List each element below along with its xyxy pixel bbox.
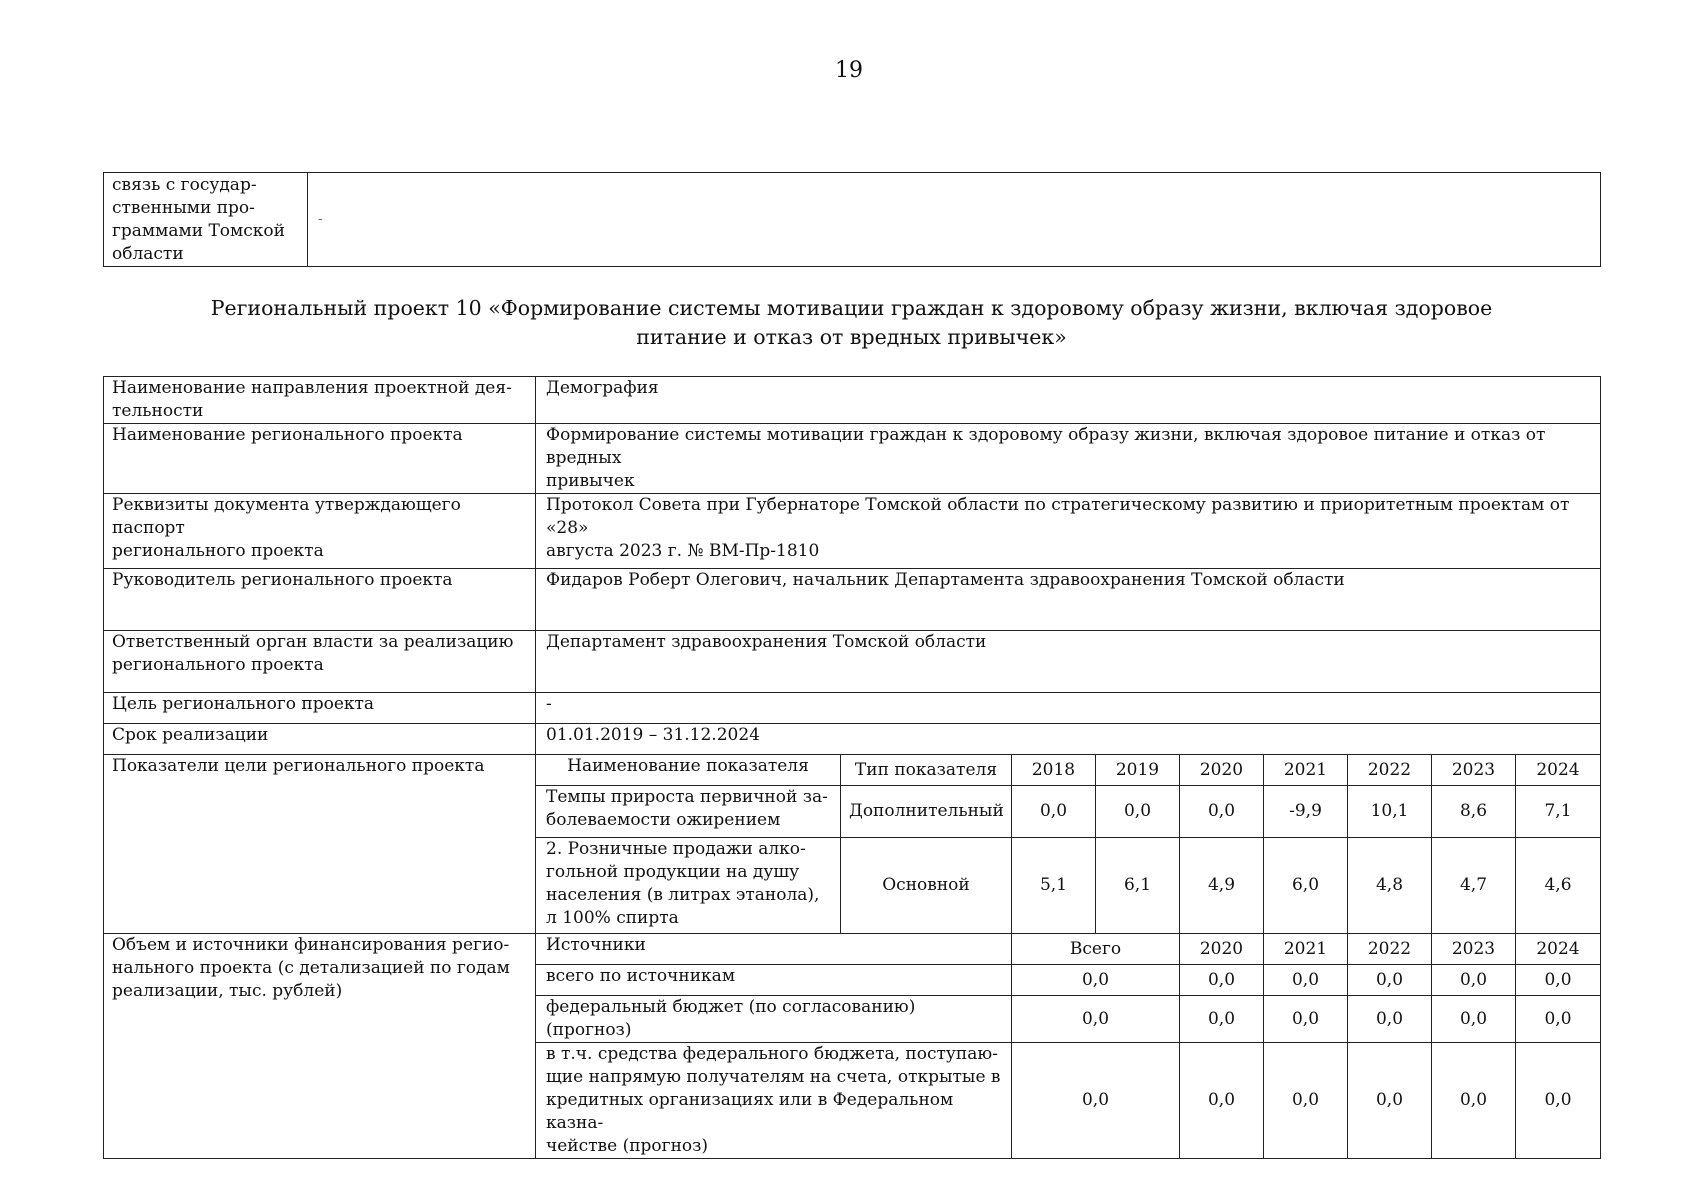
state-programs-link-label <box>104 173 308 267</box>
indicator-name-line: болеваемости ожирением <box>546 810 781 830</box>
indicator-value: -9,9 <box>1264 786 1348 838</box>
indicator-value: 7,1 <box>1516 786 1601 838</box>
financing-value: 0,0 <box>1516 996 1601 1043</box>
financing-header-year: 2021 <box>1264 934 1348 965</box>
state-programs-link-table <box>103 172 1601 267</box>
financing-value: 0,0 <box>1432 1043 1516 1159</box>
label-line: реализации, тыс. рублей) <box>112 981 343 1001</box>
value-line: привычек <box>546 471 635 491</box>
financing-value-total: 0,0 <box>1012 965 1180 996</box>
label-line: регионального проекта <box>112 541 324 561</box>
label-line: ственными про- <box>112 198 255 218</box>
indicator-value: 0,0 <box>1096 786 1180 838</box>
indicators-header-year: 2018 <box>1012 755 1096 786</box>
indicator-value: 0,0 <box>1180 786 1264 838</box>
financing-value: 0,0 <box>1264 996 1348 1043</box>
label-line: Объем и источники финансирования регио- <box>112 935 510 955</box>
source-line: кредитных организациях или в Федеральном казна- <box>546 1090 954 1133</box>
financing-value: 0,0 <box>1180 996 1264 1043</box>
indicator-type: Основной <box>841 838 1012 934</box>
responsible-org-value: Департамент здравоохранения Томской области <box>536 631 1601 693</box>
financing-value: 0,0 <box>1180 1043 1264 1159</box>
document-value <box>536 494 1601 569</box>
label-line: Ответственный орган власти за реализацию <box>112 632 514 652</box>
indicators-header-year: 2024 <box>1516 755 1601 786</box>
indicator-value: 0,0 <box>1012 786 1096 838</box>
financing-header-year: 2022 <box>1348 934 1432 965</box>
label-line: граммами Томской <box>112 221 285 241</box>
indicator-value: 8,6 <box>1432 786 1516 838</box>
indicators-label: Показатели цели регионального проекта <box>104 755 536 934</box>
project-head-value: Фидаров Роберт Олегович, начальник Департамента здравоохранения Томской области <box>536 569 1601 631</box>
financing-value-total: 0,0 <box>1012 1043 1180 1159</box>
label-line: связь с государ- <box>112 175 257 195</box>
direction-label <box>104 377 536 424</box>
indicator-value: 10,1 <box>1348 786 1432 838</box>
indicators-header-year: 2020 <box>1180 755 1264 786</box>
indicators-header-year: 2019 <box>1096 755 1180 786</box>
indicator-value: 4,7 <box>1432 838 1516 934</box>
value-line: августа 2023 г. № ВМ-Пр-1810 <box>546 541 820 561</box>
source-line: чействе (прогноз) <box>546 1136 709 1156</box>
source-line: в т.ч. средства федерального бюджета, поступаю- <box>546 1044 998 1064</box>
indicator-type: Дополнительный <box>841 786 1012 838</box>
label-line: области <box>112 244 184 264</box>
label-line: Реквизиты документа утверждающего паспорт <box>112 495 461 538</box>
financing-source: всего по источникам <box>536 965 1012 996</box>
indicator-name <box>536 786 841 838</box>
indicators-header-year: 2023 <box>1432 755 1516 786</box>
financing-header-year: 2020 <box>1180 934 1264 965</box>
project-goal-label: Цель регионального проекта <box>104 693 536 724</box>
indicator-name-line: населения (в литрах этанола), <box>546 885 820 905</box>
page-number: 19 <box>835 58 863 83</box>
financing-header-year: 2023 <box>1432 934 1516 965</box>
financing-source <box>536 1043 1012 1159</box>
indicator-value: 4,9 <box>1180 838 1264 934</box>
indicator-value: 6,0 <box>1264 838 1348 934</box>
financing-value: 0,0 <box>1432 965 1516 996</box>
financing-value: 0,0 <box>1516 965 1601 996</box>
financing-value: 0,0 <box>1348 1043 1432 1159</box>
financing-value-total: 0,0 <box>1012 996 1180 1043</box>
project-name-label: Наименование регионального проекта <box>104 424 536 494</box>
financing-header-total: Всего <box>1012 934 1180 965</box>
financing-source: федеральный бюджет (по согласованию) (прогноз) <box>536 996 1012 1043</box>
indicators-header-year: 2021 <box>1264 755 1348 786</box>
project-head-label: Руководитель регионального проекта <box>104 569 536 631</box>
financing-header-sources: Источники <box>536 934 1012 965</box>
indicator-value: 5,1 <box>1012 838 1096 934</box>
heading-line-2: питание и отказ от вредных привычек» <box>636 325 1067 349</box>
indicator-name-line: гольной продукции на душу <box>546 862 800 882</box>
direction-value: Демография <box>536 377 1601 424</box>
state-programs-link-value: - <box>308 173 1601 267</box>
financing-header-year: 2024 <box>1516 934 1601 965</box>
project-heading <box>103 294 1600 352</box>
indicator-name-line: Темпы прироста первичной за- <box>546 787 828 807</box>
financing-value: 0,0 <box>1348 965 1432 996</box>
term-value: 01.01.2019 – 31.12.2024 <box>536 724 1601 755</box>
responsible-org-label <box>104 631 536 693</box>
indicator-name-line: 2. Розничные продажи алко- <box>546 839 806 859</box>
source-line: щие напрямую получателям на счета, открытые в <box>546 1067 1001 1087</box>
term-label: Срок реализации <box>104 724 536 755</box>
heading-line-1: Региональный проект 10 «Формирование системы мотивации граждан к здоровому образу жизни, включая здоровое <box>210 296 1493 320</box>
indicators-header-name: Наименование показателя <box>536 755 841 786</box>
project-passport-table <box>103 376 1601 1159</box>
indicators-header-type: Тип показателя <box>841 755 1012 786</box>
indicator-value: 4,8 <box>1348 838 1432 934</box>
label-line: регионального проекта <box>112 655 324 675</box>
financing-value: 0,0 <box>1264 1043 1348 1159</box>
indicator-name-line: л 100% спирта <box>546 908 679 928</box>
label-line: Наименование направления проектной дея- <box>112 378 512 398</box>
financing-value: 0,0 <box>1432 996 1516 1043</box>
indicator-name <box>536 838 841 934</box>
financing-value: 0,0 <box>1348 996 1432 1043</box>
value-line: Протокол Совета при Губернаторе Томской области по стратегическому развитию и приоритетным проектам от «28» <box>546 495 1570 538</box>
financing-label <box>104 934 536 1159</box>
value-line: Формирование системы мотивации граждан к здоровому образу жизни, включая здоровое питание и отказ от вредных <box>546 425 1546 468</box>
indicator-value: 6,1 <box>1096 838 1180 934</box>
financing-value: 0,0 <box>1264 965 1348 996</box>
financing-value: 0,0 <box>1516 1043 1601 1159</box>
label-line: тельности <box>112 401 204 421</box>
label-line: нального проекта (с детализацией по годам <box>112 958 510 978</box>
financing-value: 0,0 <box>1180 965 1264 996</box>
document-label <box>104 494 536 569</box>
indicators-header-year: 2022 <box>1348 755 1432 786</box>
project-name-value <box>536 424 1601 494</box>
project-goal-value: - <box>536 693 1601 724</box>
indicator-value: 4,6 <box>1516 838 1601 934</box>
